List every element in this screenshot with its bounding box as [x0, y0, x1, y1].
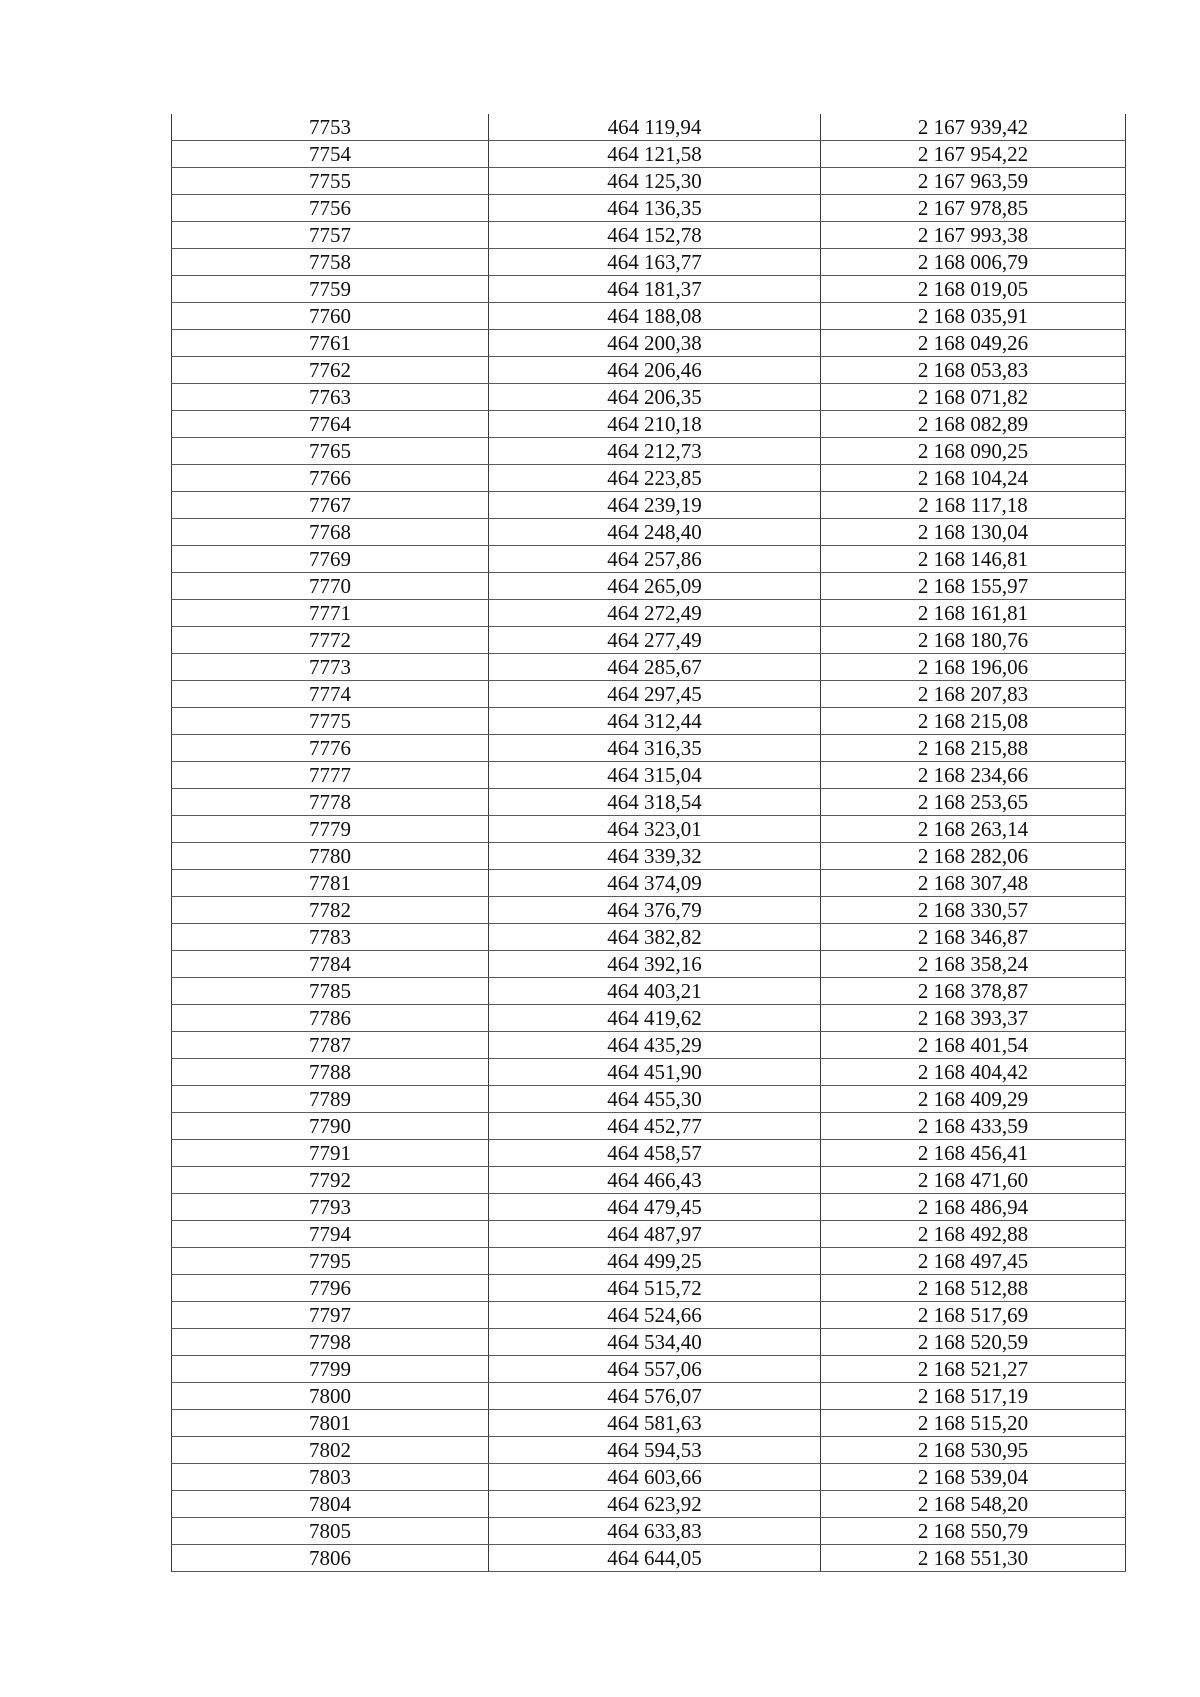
point-number-cell: 7789 [172, 1086, 489, 1113]
y-coordinate-cell: 2 168 090,25 [821, 438, 1126, 465]
x-coordinate-cell: 464 285,67 [489, 654, 821, 681]
table-row [172, 978, 1126, 1005]
point-number-cell: 7778 [172, 789, 489, 816]
y-coordinate-cell: 2 168 117,18 [821, 492, 1126, 519]
x-coordinate-cell: 464 121,58 [489, 141, 821, 168]
table-row [172, 1005, 1126, 1032]
y-coordinate-cell: 2 168 215,08 [821, 708, 1126, 735]
y-coordinate-cell: 2 168 492,88 [821, 1221, 1126, 1248]
table-row [172, 1032, 1126, 1059]
x-coordinate-cell: 464 499,25 [489, 1248, 821, 1275]
y-coordinate-cell: 2 168 520,59 [821, 1329, 1126, 1356]
point-number-cell: 7798 [172, 1329, 489, 1356]
y-coordinate-cell: 2 168 104,24 [821, 465, 1126, 492]
point-number-cell: 7762 [172, 357, 489, 384]
point-number-cell: 7764 [172, 411, 489, 438]
table-row [172, 1383, 1126, 1410]
y-coordinate-cell: 2 168 521,27 [821, 1356, 1126, 1383]
x-coordinate-cell: 464 188,08 [489, 303, 821, 330]
y-coordinate-cell: 2 168 404,42 [821, 1059, 1126, 1086]
table-row [172, 1356, 1126, 1383]
point-number-cell: 7792 [172, 1167, 489, 1194]
x-coordinate-cell: 464 297,45 [489, 681, 821, 708]
x-coordinate-cell: 464 633,83 [489, 1518, 821, 1545]
table-row [172, 1518, 1126, 1545]
y-coordinate-cell: 2 168 082,89 [821, 411, 1126, 438]
table-row [172, 1086, 1126, 1113]
table-row [172, 1113, 1126, 1140]
table-row [172, 1410, 1126, 1437]
point-number-cell: 7758 [172, 249, 489, 276]
point-number-cell: 7791 [172, 1140, 489, 1167]
x-coordinate-cell: 464 603,66 [489, 1464, 821, 1491]
table-row [172, 789, 1126, 816]
y-coordinate-cell: 2 168 330,57 [821, 897, 1126, 924]
table-row [172, 222, 1126, 249]
point-number-cell: 7802 [172, 1437, 489, 1464]
table-row [172, 357, 1126, 384]
y-coordinate-cell: 2 167 963,59 [821, 168, 1126, 195]
table-row [172, 195, 1126, 222]
x-coordinate-cell: 464 419,62 [489, 1005, 821, 1032]
table-row [172, 1275, 1126, 1302]
x-coordinate-cell: 464 623,92 [489, 1491, 821, 1518]
table-row [172, 708, 1126, 735]
y-coordinate-cell: 2 167 978,85 [821, 195, 1126, 222]
x-coordinate-cell: 464 524,66 [489, 1302, 821, 1329]
point-number-cell: 7797 [172, 1302, 489, 1329]
x-coordinate-cell: 464 466,43 [489, 1167, 821, 1194]
point-number-cell: 7772 [172, 627, 489, 654]
y-coordinate-cell: 2 167 954,22 [821, 141, 1126, 168]
table-row [172, 897, 1126, 924]
x-coordinate-cell: 464 312,44 [489, 708, 821, 735]
table-row [172, 438, 1126, 465]
x-coordinate-cell: 464 248,40 [489, 519, 821, 546]
y-coordinate-cell: 2 168 433,59 [821, 1113, 1126, 1140]
x-coordinate-cell: 464 487,97 [489, 1221, 821, 1248]
table-row [172, 411, 1126, 438]
point-number-cell: 7785 [172, 978, 489, 1005]
point-number-cell: 7780 [172, 843, 489, 870]
y-coordinate-cell: 2 168 456,41 [821, 1140, 1126, 1167]
y-coordinate-cell: 2 168 006,79 [821, 249, 1126, 276]
table-row [172, 843, 1126, 870]
point-number-cell: 7794 [172, 1221, 489, 1248]
x-coordinate-cell: 464 265,09 [489, 573, 821, 600]
y-coordinate-cell: 2 168 215,88 [821, 735, 1126, 762]
point-number-cell: 7803 [172, 1464, 489, 1491]
y-coordinate-cell: 2 168 551,30 [821, 1545, 1126, 1572]
table-row [172, 1248, 1126, 1275]
y-coordinate-cell: 2 168 515,20 [821, 1410, 1126, 1437]
x-coordinate-cell: 464 200,38 [489, 330, 821, 357]
table-row [172, 1059, 1126, 1086]
point-number-cell: 7767 [172, 492, 489, 519]
table-row [172, 519, 1126, 546]
y-coordinate-cell: 2 168 550,79 [821, 1518, 1126, 1545]
point-number-cell: 7765 [172, 438, 489, 465]
x-coordinate-cell: 464 374,09 [489, 870, 821, 897]
point-number-cell: 7768 [172, 519, 489, 546]
table-row [172, 1194, 1126, 1221]
table-row [172, 870, 1126, 897]
table-row [172, 492, 1126, 519]
x-coordinate-cell: 464 277,49 [489, 627, 821, 654]
table-row [172, 1302, 1126, 1329]
table-row [172, 681, 1126, 708]
point-number-cell: 7769 [172, 546, 489, 573]
x-coordinate-cell: 464 452,77 [489, 1113, 821, 1140]
table-row [172, 627, 1126, 654]
y-coordinate-cell: 2 168 146,81 [821, 546, 1126, 573]
y-coordinate-cell: 2 168 253,65 [821, 789, 1126, 816]
x-coordinate-cell: 464 576,07 [489, 1383, 821, 1410]
point-number-cell: 7773 [172, 654, 489, 681]
point-number-cell: 7781 [172, 870, 489, 897]
point-number-cell: 7755 [172, 168, 489, 195]
point-number-cell: 7759 [172, 276, 489, 303]
x-coordinate-cell: 464 581,63 [489, 1410, 821, 1437]
y-coordinate-cell: 2 168 512,88 [821, 1275, 1126, 1302]
point-number-cell: 7786 [172, 1005, 489, 1032]
coordinates-table [171, 114, 1126, 1572]
y-coordinate-cell: 2 168 539,04 [821, 1464, 1126, 1491]
point-number-cell: 7756 [172, 195, 489, 222]
point-number-cell: 7753 [172, 114, 489, 141]
x-coordinate-cell: 464 376,79 [489, 897, 821, 924]
y-coordinate-cell: 2 168 530,95 [821, 1437, 1126, 1464]
x-coordinate-cell: 464 125,30 [489, 168, 821, 195]
x-coordinate-cell: 464 323,01 [489, 816, 821, 843]
y-coordinate-cell: 2 168 497,45 [821, 1248, 1126, 1275]
x-coordinate-cell: 464 239,19 [489, 492, 821, 519]
y-coordinate-cell: 2 168 019,05 [821, 276, 1126, 303]
point-number-cell: 7754 [172, 141, 489, 168]
y-coordinate-cell: 2 168 517,69 [821, 1302, 1126, 1329]
x-coordinate-cell: 464 435,29 [489, 1032, 821, 1059]
table-row [172, 141, 1126, 168]
x-coordinate-cell: 464 223,85 [489, 465, 821, 492]
table-row [172, 168, 1126, 195]
table-row [172, 546, 1126, 573]
table-row [172, 1437, 1126, 1464]
point-number-cell: 7779 [172, 816, 489, 843]
y-coordinate-cell: 2 168 517,19 [821, 1383, 1126, 1410]
y-coordinate-cell: 2 168 071,82 [821, 384, 1126, 411]
point-number-cell: 7757 [172, 222, 489, 249]
y-coordinate-cell: 2 168 378,87 [821, 978, 1126, 1005]
y-coordinate-cell: 2 167 939,42 [821, 114, 1126, 141]
point-number-cell: 7776 [172, 735, 489, 762]
y-coordinate-cell: 2 168 393,37 [821, 1005, 1126, 1032]
y-coordinate-cell: 2 168 401,54 [821, 1032, 1126, 1059]
y-coordinate-cell: 2 168 234,66 [821, 762, 1126, 789]
table-row [172, 303, 1126, 330]
y-coordinate-cell: 2 168 196,06 [821, 654, 1126, 681]
y-coordinate-cell: 2 168 207,83 [821, 681, 1126, 708]
x-coordinate-cell: 464 152,78 [489, 222, 821, 249]
x-coordinate-cell: 464 392,16 [489, 951, 821, 978]
point-number-cell: 7770 [172, 573, 489, 600]
point-number-cell: 7796 [172, 1275, 489, 1302]
table-row [172, 1491, 1126, 1518]
x-coordinate-cell: 464 210,18 [489, 411, 821, 438]
y-coordinate-cell: 2 168 307,48 [821, 870, 1126, 897]
x-coordinate-cell: 464 455,30 [489, 1086, 821, 1113]
point-number-cell: 7800 [172, 1383, 489, 1410]
table-row [172, 573, 1126, 600]
table-row [172, 924, 1126, 951]
table-row [172, 951, 1126, 978]
x-coordinate-cell: 464 534,40 [489, 1329, 821, 1356]
y-coordinate-cell: 2 168 358,24 [821, 951, 1126, 978]
coordinates-table-body [172, 114, 1126, 1572]
y-coordinate-cell: 2 168 035,91 [821, 303, 1126, 330]
x-coordinate-cell: 464 557,06 [489, 1356, 821, 1383]
table-row [172, 1167, 1126, 1194]
point-number-cell: 7782 [172, 897, 489, 924]
x-coordinate-cell: 464 451,90 [489, 1059, 821, 1086]
x-coordinate-cell: 464 403,21 [489, 978, 821, 1005]
table-row [172, 114, 1126, 141]
point-number-cell: 7771 [172, 600, 489, 627]
point-number-cell: 7799 [172, 1356, 489, 1383]
table-row [172, 384, 1126, 411]
table-row [172, 1221, 1126, 1248]
y-coordinate-cell: 2 168 053,83 [821, 357, 1126, 384]
x-coordinate-cell: 464 339,32 [489, 843, 821, 870]
table-row [172, 1140, 1126, 1167]
y-coordinate-cell: 2 167 993,38 [821, 222, 1126, 249]
y-coordinate-cell: 2 168 263,14 [821, 816, 1126, 843]
table-row [172, 1464, 1126, 1491]
point-number-cell: 7784 [172, 951, 489, 978]
table-row [172, 816, 1126, 843]
point-number-cell: 7801 [172, 1410, 489, 1437]
y-coordinate-cell: 2 168 282,06 [821, 843, 1126, 870]
x-coordinate-cell: 464 181,37 [489, 276, 821, 303]
y-coordinate-cell: 2 168 409,29 [821, 1086, 1126, 1113]
y-coordinate-cell: 2 168 155,97 [821, 573, 1126, 600]
x-coordinate-cell: 464 119,94 [489, 114, 821, 141]
y-coordinate-cell: 2 168 548,20 [821, 1491, 1126, 1518]
point-number-cell: 7783 [172, 924, 489, 951]
x-coordinate-cell: 464 515,72 [489, 1275, 821, 1302]
x-coordinate-cell: 464 644,05 [489, 1545, 821, 1572]
point-number-cell: 7804 [172, 1491, 489, 1518]
point-number-cell: 7766 [172, 465, 489, 492]
x-coordinate-cell: 464 272,49 [489, 600, 821, 627]
table-row [172, 654, 1126, 681]
point-number-cell: 7763 [172, 384, 489, 411]
table-row [172, 762, 1126, 789]
y-coordinate-cell: 2 168 486,94 [821, 1194, 1126, 1221]
point-number-cell: 7787 [172, 1032, 489, 1059]
table-row [172, 600, 1126, 627]
x-coordinate-cell: 464 318,54 [489, 789, 821, 816]
x-coordinate-cell: 464 136,35 [489, 195, 821, 222]
point-number-cell: 7793 [172, 1194, 489, 1221]
x-coordinate-cell: 464 206,35 [489, 384, 821, 411]
table-row [172, 276, 1126, 303]
table-row [172, 735, 1126, 762]
x-coordinate-cell: 464 458,57 [489, 1140, 821, 1167]
point-number-cell: 7774 [172, 681, 489, 708]
y-coordinate-cell: 2 168 471,60 [821, 1167, 1126, 1194]
point-number-cell: 7805 [172, 1518, 489, 1545]
x-coordinate-cell: 464 206,46 [489, 357, 821, 384]
y-coordinate-cell: 2 168 161,81 [821, 600, 1126, 627]
x-coordinate-cell: 464 316,35 [489, 735, 821, 762]
point-number-cell: 7760 [172, 303, 489, 330]
point-number-cell: 7788 [172, 1059, 489, 1086]
x-coordinate-cell: 464 479,45 [489, 1194, 821, 1221]
y-coordinate-cell: 2 168 049,26 [821, 330, 1126, 357]
y-coordinate-cell: 2 168 346,87 [821, 924, 1126, 951]
point-number-cell: 7761 [172, 330, 489, 357]
table-row [172, 249, 1126, 276]
x-coordinate-cell: 464 315,04 [489, 762, 821, 789]
x-coordinate-cell: 464 382,82 [489, 924, 821, 951]
point-number-cell: 7790 [172, 1113, 489, 1140]
table-row [172, 1329, 1126, 1356]
y-coordinate-cell: 2 168 130,04 [821, 519, 1126, 546]
point-number-cell: 7777 [172, 762, 489, 789]
table-row [172, 1545, 1126, 1572]
table-row [172, 330, 1126, 357]
point-number-cell: 7806 [172, 1545, 489, 1572]
x-coordinate-cell: 464 594,53 [489, 1437, 821, 1464]
x-coordinate-cell: 464 257,86 [489, 546, 821, 573]
table-row [172, 465, 1126, 492]
x-coordinate-cell: 464 212,73 [489, 438, 821, 465]
point-number-cell: 7775 [172, 708, 489, 735]
y-coordinate-cell: 2 168 180,76 [821, 627, 1126, 654]
x-coordinate-cell: 464 163,77 [489, 249, 821, 276]
point-number-cell: 7795 [172, 1248, 489, 1275]
